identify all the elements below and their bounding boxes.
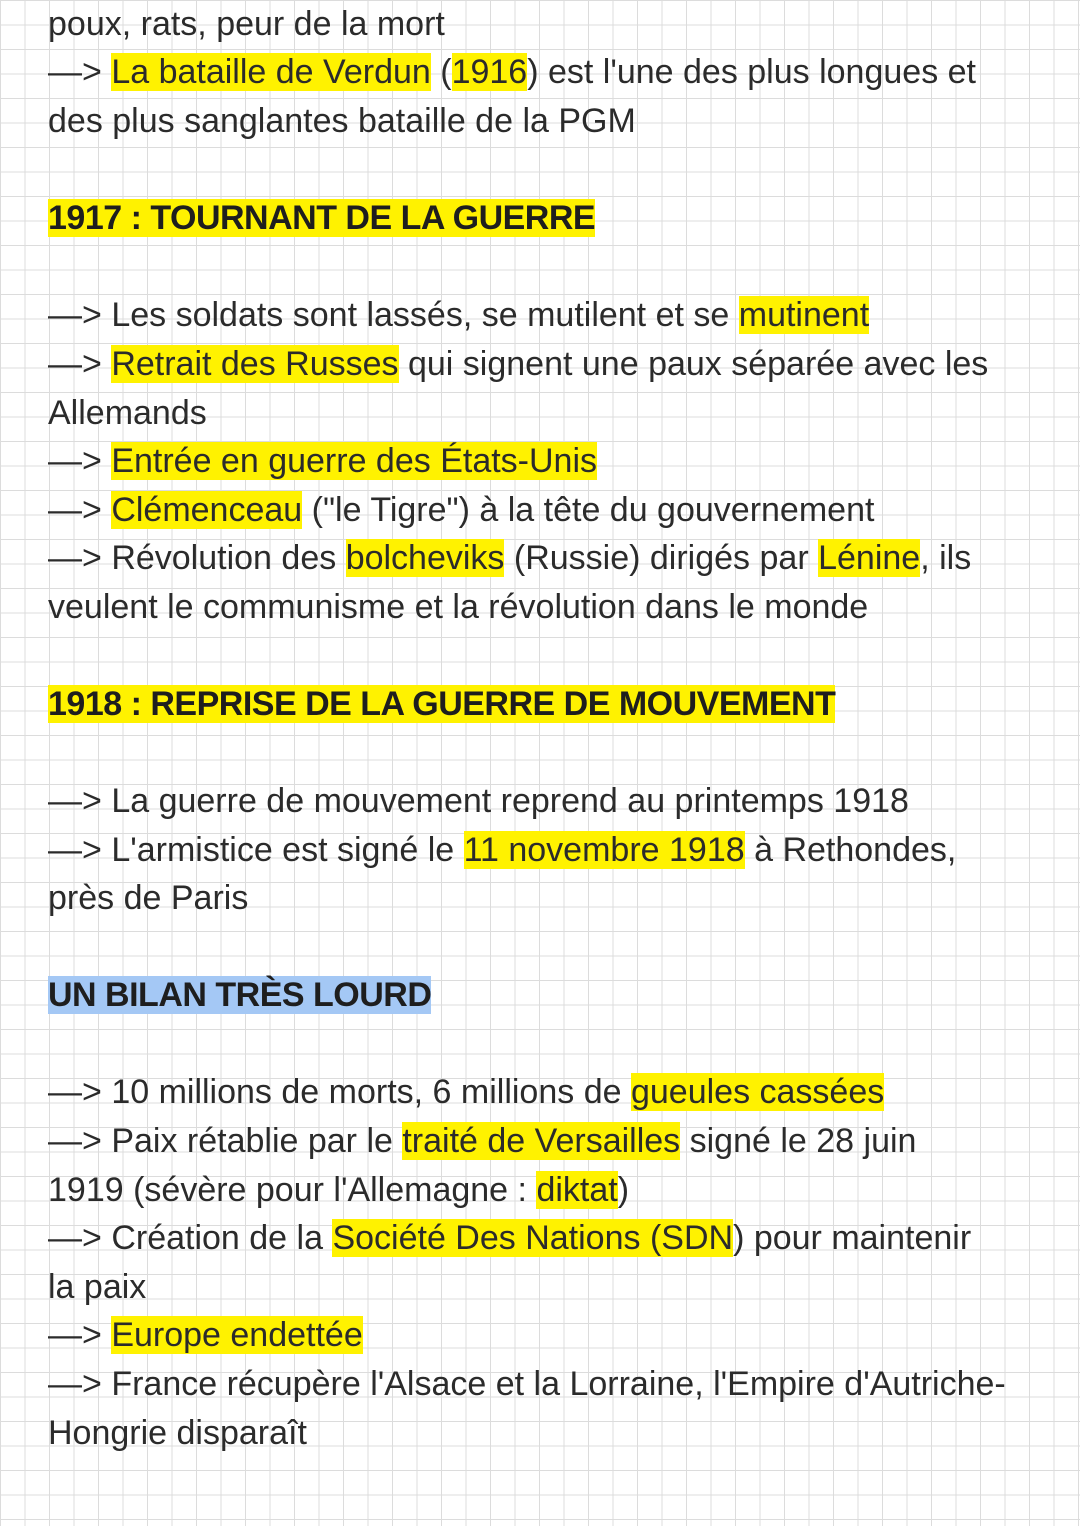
line-text: La guerre de mouvement reprend au printemps 1918 [111, 782, 909, 820]
highlight: Europe endettée [111, 1316, 363, 1354]
highlight: mutinent [738, 296, 870, 334]
section-heading [48, 680, 835, 728]
text-line [48, 1409, 307, 1457]
highlight: Société Des Nations (SDN [332, 1219, 734, 1257]
line-text: près de Paris [48, 879, 249, 917]
bullet-line [48, 1117, 916, 1165]
section-heading [48, 971, 431, 1019]
bullet-line [48, 1311, 363, 1359]
highlight: 1916 [451, 53, 528, 91]
highlight: traité de Versailles [402, 1122, 681, 1160]
line-text: ("le Tigre") à la tête du gouvernement [302, 491, 875, 529]
line-text: signé le 28 juin [680, 1122, 917, 1160]
text-line [48, 1166, 629, 1214]
highlight: 11 novembre 1918 [463, 831, 745, 869]
line-text: des plus sanglantes bataille de la PGM [48, 102, 636, 140]
text-line [48, 97, 636, 145]
arrow-glyph: —> [48, 1122, 112, 1160]
line-text: ( [430, 53, 452, 91]
bullet-line [48, 486, 874, 534]
highlight: La bataille de Verdun [111, 53, 431, 91]
highlight: Clémenceau [111, 491, 303, 529]
highlight: Lénine [818, 539, 921, 577]
bullet-line [48, 437, 597, 485]
arrow-glyph: —> [48, 1073, 112, 1111]
line-text: la paix [48, 1268, 147, 1306]
line-text: poux, rats, peur de la mort [48, 5, 445, 43]
line-text: Les soldats sont lassés, se mutilent et se [111, 296, 739, 334]
bullet-line [48, 826, 956, 874]
bullet-line [48, 1360, 1006, 1408]
bullet-line [48, 340, 988, 388]
bullet-line [48, 1214, 971, 1262]
arrow-glyph: —> [48, 1316, 112, 1354]
highlight: Entrée en guerre des États-Unis [111, 442, 598, 480]
line-text: (Russie) dirigés par [504, 539, 819, 577]
line-text: Création de la [111, 1219, 333, 1257]
heading-highlight: 1917 : TOURNANT DE LA GUERRE [48, 199, 596, 237]
arrow-glyph: —> [48, 491, 112, 529]
arrow-glyph: —> [48, 831, 112, 869]
arrow-glyph: —> [48, 539, 112, 577]
line-text: France récupère l'Alsace et la Lorraine, l'Empire d'Autriche- [111, 1365, 1006, 1403]
line-text: 10 millions de morts, 6 millions de [111, 1073, 631, 1111]
line-text: qui signent une paux séparée avec les [398, 345, 989, 383]
highlight: gueules cassées [630, 1073, 885, 1111]
heading-highlight: UN BILAN TRÈS LOURD [48, 976, 432, 1014]
text-line [48, 583, 868, 631]
line-text: ) [617, 1171, 630, 1209]
line-text: , ils [920, 539, 972, 577]
highlight: diktat [536, 1171, 618, 1209]
line-text: Révolution des [111, 539, 346, 577]
bullet-line [48, 534, 971, 582]
bullet-line [48, 777, 909, 825]
bullet-line [48, 291, 869, 339]
text-line [48, 389, 207, 437]
line-text: 1919 (sévère pour l'Allemagne : [48, 1171, 537, 1209]
arrow-glyph: —> [48, 782, 112, 820]
arrow-glyph: —> [48, 1365, 112, 1403]
bullet-line [48, 1068, 884, 1116]
highlight: Retrait des Russes [111, 345, 399, 383]
line-text: Hongrie disparaît [48, 1414, 307, 1452]
line-text: L'armistice est signé le [111, 831, 464, 869]
line-text: ) est l'une des plus longues et [527, 53, 976, 91]
text-line [48, 874, 248, 922]
bullet-line [48, 48, 976, 96]
arrow-glyph: —> [48, 1219, 112, 1257]
arrow-glyph: —> [48, 345, 112, 383]
line-text: Paix rétablie par le [111, 1122, 403, 1160]
line-text: veulent le communisme et la révolution dans le monde [48, 588, 869, 626]
arrow-glyph: —> [48, 296, 112, 334]
highlight: bolcheviks [345, 539, 505, 577]
text-line [48, 1263, 146, 1311]
line-text: à Rethondes, [744, 831, 957, 869]
section-heading [48, 194, 595, 242]
arrow-glyph: —> [48, 442, 112, 480]
line-text: Allemands [48, 394, 207, 432]
heading-highlight: 1918 : REPRISE DE LA GUERRE DE MOUVEMENT [48, 685, 836, 723]
arrow-glyph: —> [48, 53, 112, 91]
text-line [48, 0, 445, 48]
line-text: ) pour maintenir [733, 1219, 972, 1257]
